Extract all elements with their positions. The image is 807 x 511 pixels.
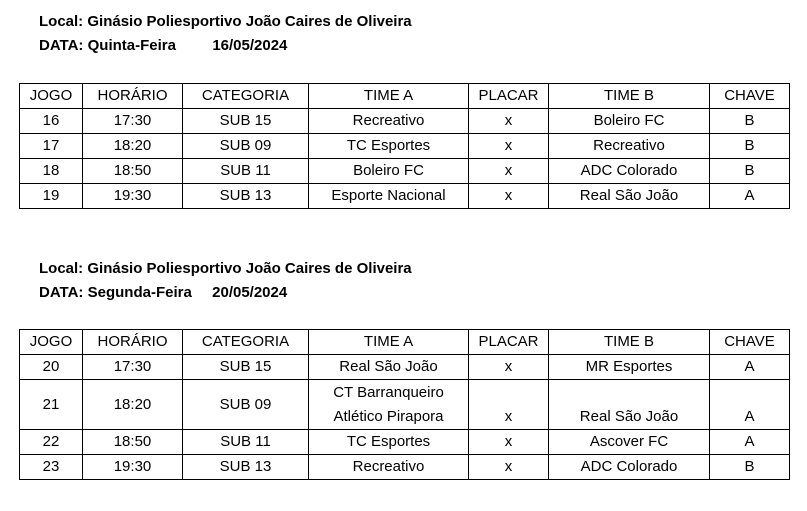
categoria-cell: SUB 15	[183, 109, 309, 134]
jogo-cell: 22	[20, 430, 83, 455]
horario-cell: 18:20	[83, 134, 183, 159]
placar-cell: x	[469, 134, 549, 159]
table-row	[20, 355, 790, 380]
table-row	[20, 184, 790, 209]
date-label: DATA:	[39, 37, 84, 54]
time-b-cell: Boleiro FC	[549, 109, 710, 134]
jogo-cell: 18	[20, 159, 83, 184]
placar-cell: x	[469, 430, 549, 455]
table-header-row	[20, 84, 790, 109]
horario-cell: 17:30	[83, 109, 183, 134]
weekday: Quinta-Feira	[87, 37, 176, 54]
header-time-a: TIME A	[309, 330, 469, 355]
placar-cell: x	[469, 455, 549, 480]
jogo-cell: 17	[20, 134, 83, 159]
venue-line	[39, 259, 412, 279]
time-a-cell: Esporte Nacional	[309, 184, 469, 209]
date-label: DATA:	[39, 284, 84, 301]
time-a-cell: TC Esportes	[309, 134, 469, 159]
schedule-table-1	[19, 83, 790, 209]
time-b-cell: Recreativo	[549, 134, 710, 159]
time-a-cell: Recreativo	[309, 109, 469, 134]
placar-cell: x	[469, 159, 549, 184]
horario-cell: 19:30	[83, 184, 183, 209]
chave-cell: B	[710, 109, 790, 134]
table-row	[20, 159, 790, 184]
horario-cell: 18:50	[83, 159, 183, 184]
match-date: 16/05/2024	[212, 37, 288, 54]
placar-cell: x	[469, 184, 549, 209]
time-a-line-2: Atlético Pirapora	[333, 407, 444, 425]
chave-cell: A	[710, 355, 790, 380]
time-b-cell: Real São João	[549, 380, 710, 430]
date-line	[39, 283, 287, 303]
time-a-cell: Boleiro FC	[309, 159, 469, 184]
categoria-cell: SUB 11	[183, 159, 309, 184]
venue-name: Ginásio Poliesportivo João Caires de Oliveira	[87, 13, 412, 30]
date-line	[39, 36, 287, 56]
horario-cell: 19:30	[83, 455, 183, 480]
venue-name: Ginásio Poliesportivo João Caires de Oliveira	[87, 260, 412, 277]
time-b-cell: MR Esportes	[549, 355, 710, 380]
header-jogo: JOGO	[20, 330, 83, 355]
chave-cell: B	[710, 455, 790, 480]
placar-cell: x	[469, 380, 549, 430]
match-date: 20/05/2024	[212, 284, 288, 301]
table-row	[20, 430, 790, 455]
header-categoria: CATEGORIA	[183, 84, 309, 109]
chave-cell: A	[710, 184, 790, 209]
categoria-cell: SUB 13	[183, 455, 309, 480]
weekday: Segunda-Feira	[87, 284, 192, 301]
placar-cell: x	[469, 109, 549, 134]
header-placar: PLACAR	[469, 84, 549, 109]
horario-cell: 18:50	[83, 430, 183, 455]
table-header-row	[20, 330, 790, 355]
header-jogo: JOGO	[20, 84, 83, 109]
time-a-cell: Recreativo	[309, 455, 469, 480]
table-row	[20, 380, 790, 430]
placar-cell: x	[469, 355, 549, 380]
venue-line	[39, 12, 412, 32]
time-a-cell: TC Esportes	[309, 430, 469, 455]
time-b-cell: Real São João	[549, 184, 710, 209]
categoria-cell: SUB 11	[183, 430, 309, 455]
header-horario: HORÁRIO	[83, 330, 183, 355]
schedule-table-2	[19, 329, 790, 480]
categoria-cell: SUB 15	[183, 355, 309, 380]
time-a-line-1: CT Barranqueiro	[333, 383, 444, 401]
local-label: Local:	[39, 260, 84, 277]
time-b-cell: ADC Colorado	[549, 159, 710, 184]
categoria-cell: SUB 13	[183, 184, 309, 209]
jogo-cell: 16	[20, 109, 83, 134]
categoria-cell: SUB 09	[183, 134, 309, 159]
header-time-b: TIME B	[549, 330, 710, 355]
time-a-cell: Real São João	[309, 355, 469, 380]
time-a-cell	[309, 380, 469, 430]
horario-cell: 17:30	[83, 355, 183, 380]
categoria-cell: SUB 09	[183, 380, 309, 430]
header-time-a: TIME A	[309, 84, 469, 109]
header-placar: PLACAR	[469, 330, 549, 355]
header-categoria: CATEGORIA	[183, 330, 309, 355]
time-b-cell: Ascover FC	[549, 430, 710, 455]
jogo-cell: 21	[20, 380, 83, 430]
chave-cell: B	[710, 134, 790, 159]
header-chave: CHAVE	[710, 84, 790, 109]
chave-cell: A	[710, 380, 790, 430]
chave-cell: B	[710, 159, 790, 184]
horario-cell: 18:20	[83, 380, 183, 430]
header-time-b: TIME B	[549, 84, 710, 109]
jogo-cell: 19	[20, 184, 83, 209]
header-chave: CHAVE	[710, 330, 790, 355]
table-row	[20, 109, 790, 134]
table-row	[20, 455, 790, 480]
header-horario: HORÁRIO	[83, 84, 183, 109]
jogo-cell: 23	[20, 455, 83, 480]
chave-cell: A	[710, 430, 790, 455]
table-row	[20, 134, 790, 159]
time-b-cell: ADC Colorado	[549, 455, 710, 480]
jogo-cell: 20	[20, 355, 83, 380]
local-label: Local:	[39, 13, 84, 30]
